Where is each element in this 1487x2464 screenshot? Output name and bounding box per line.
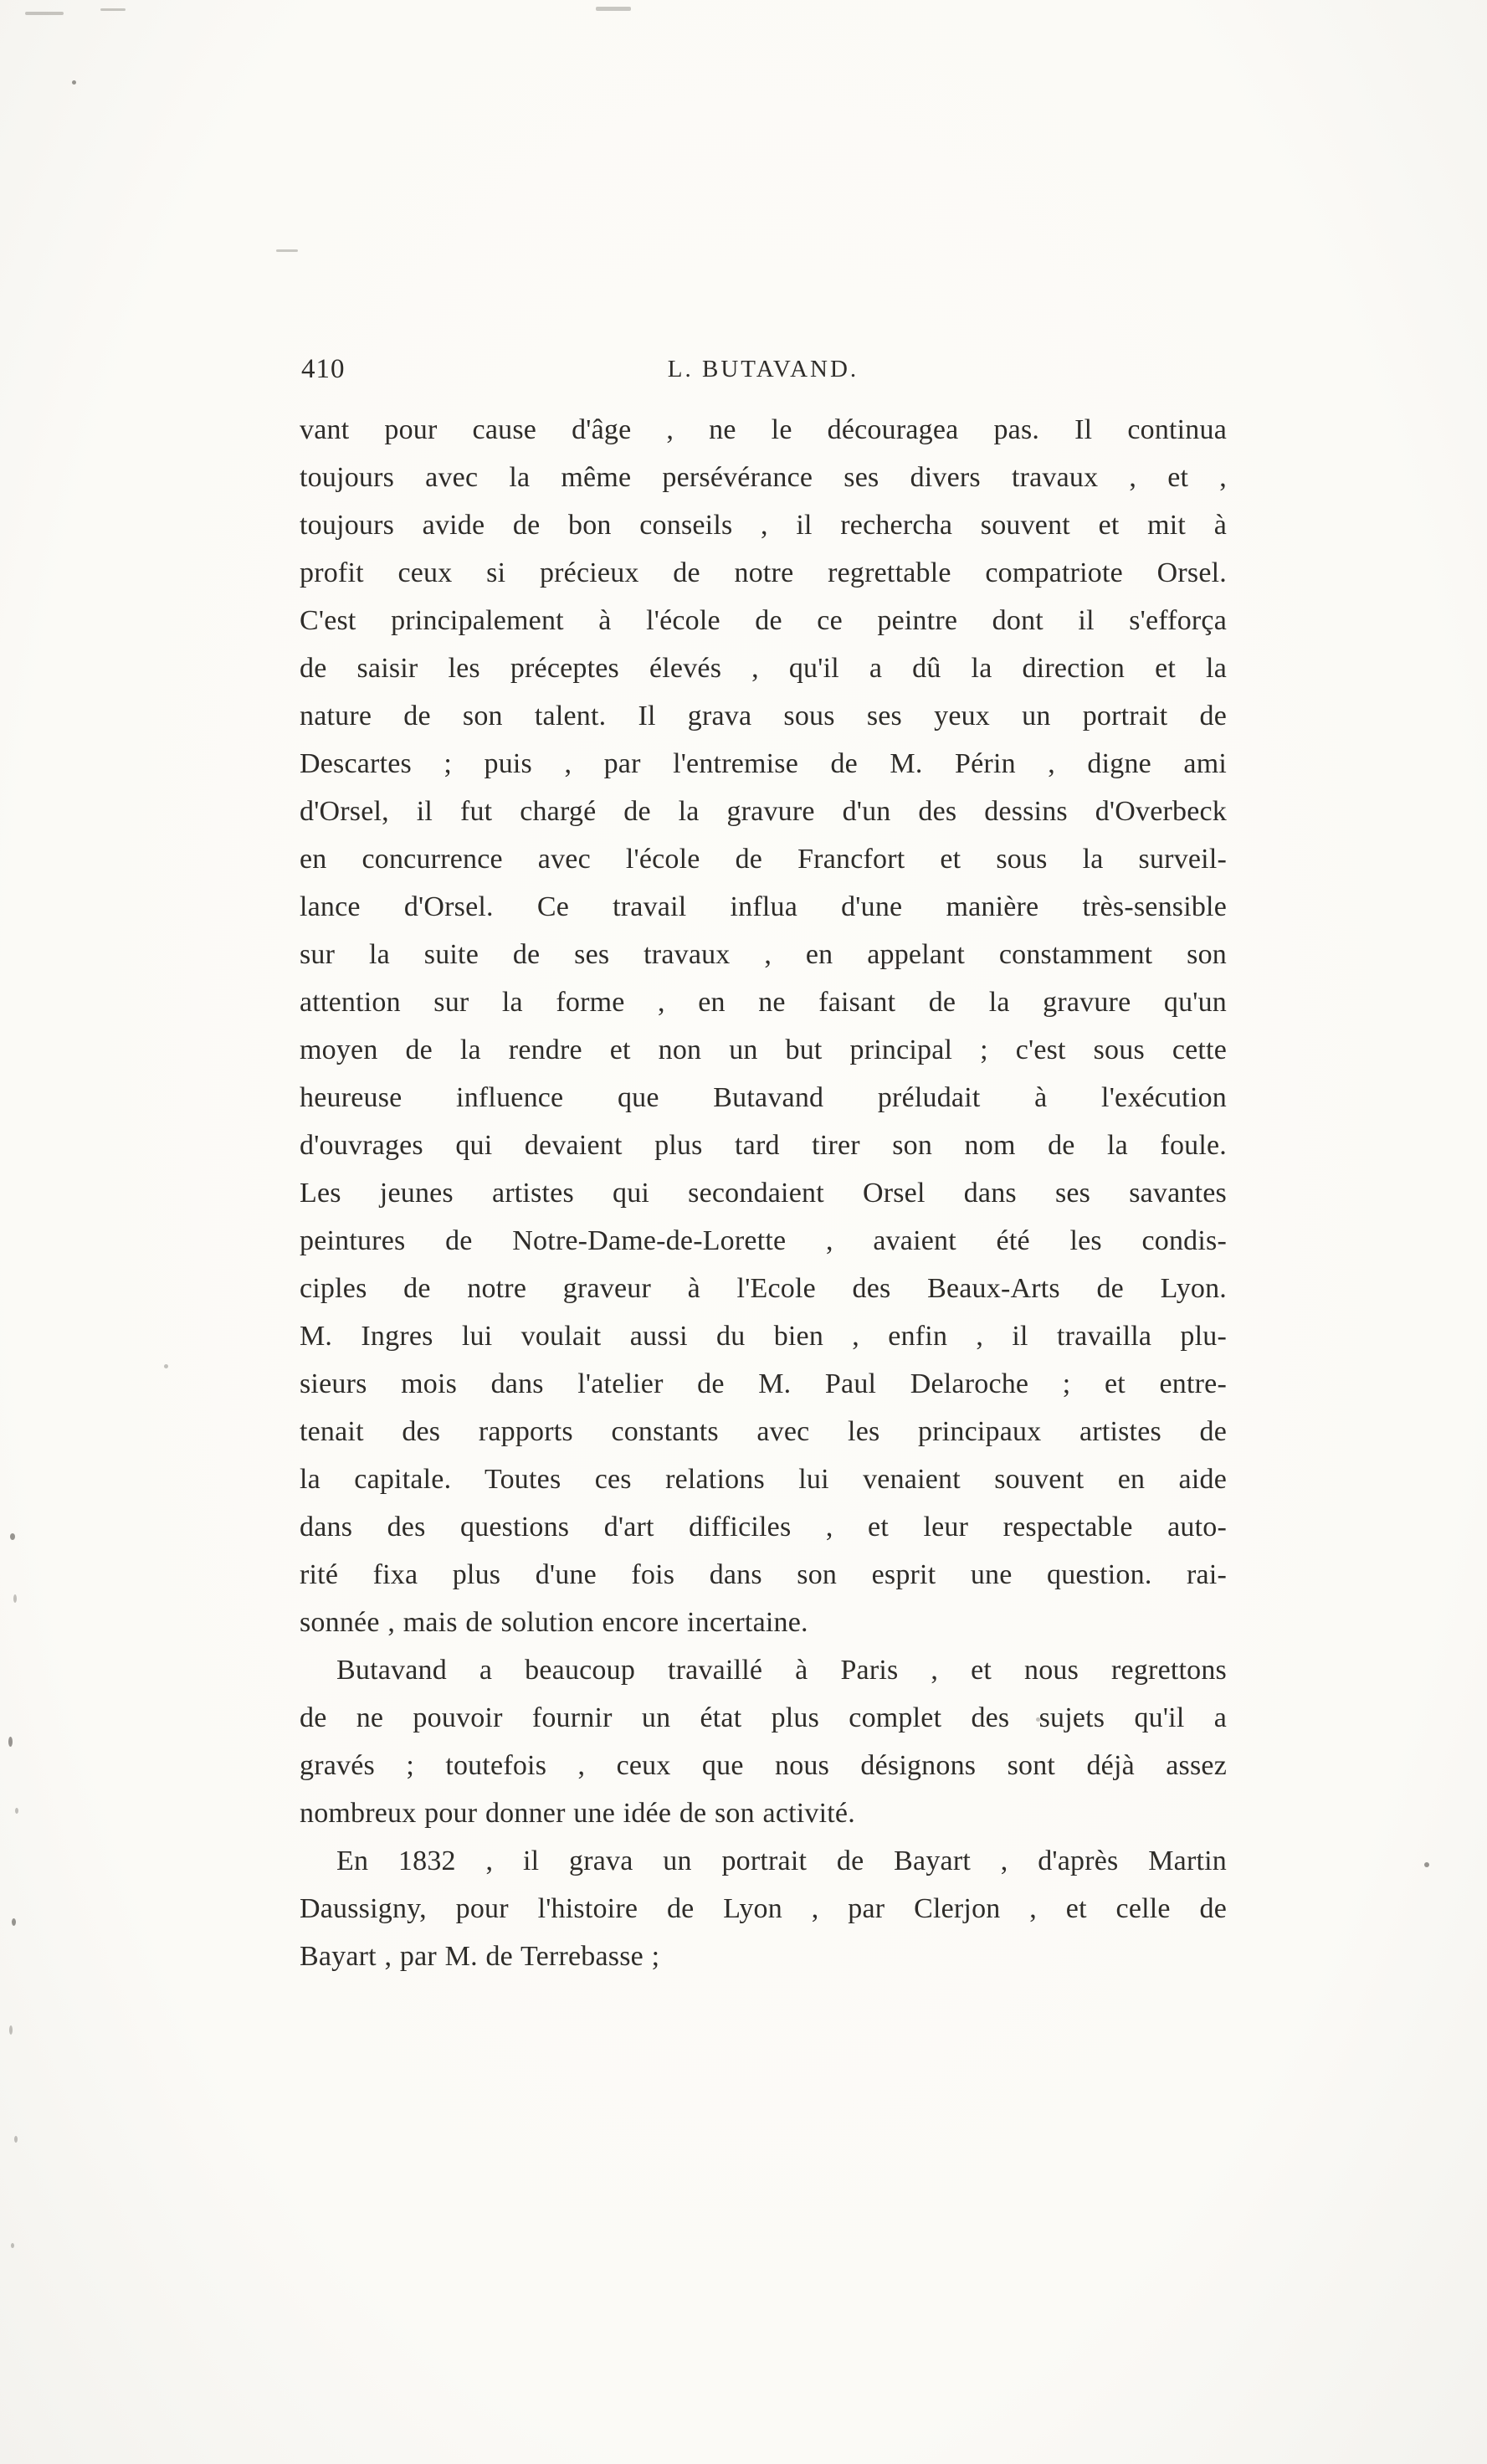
scan-speck: [11, 2243, 14, 2248]
scan-speck: [164, 1364, 168, 1368]
text-line: attention sur la forme , en ne faisant de la gravure qu'un: [300, 987, 1227, 1018]
scan-speck: [1424, 1862, 1429, 1867]
page-header: [300, 347, 1227, 406]
text-line: nature de son talent. Il grava sous ses yeux un portrait de: [300, 701, 1227, 732]
text-line: vant pour cause d'âge , ne le découragea pas. Il continua: [300, 414, 1227, 445]
text-line: sonnée , mais de solution encore incertaine.: [300, 1607, 808, 1638]
text-line: toujours avide de bon conseils , il rechercha souvent et mit à: [300, 510, 1227, 541]
text-line: profit ceux si précieux de notre regrettable compatriote Orsel.: [300, 557, 1227, 588]
text-line: rité fixa plus d'une fois dans son esprit une question. rai-: [300, 1559, 1227, 1590]
text-line: sieurs mois dans l'atelier de M. Paul Delaroche ; et entre-: [300, 1368, 1227, 1399]
text-block: [300, 406, 1227, 1980]
text-line: de saisir les préceptes élevés , qu'il a dû la direction et la: [300, 653, 1227, 684]
scan-mark: [100, 8, 126, 11]
text-line: heureuse influence que Butavand préludait à l'exécution: [300, 1082, 1227, 1113]
text-column: [300, 347, 1227, 1980]
text-line: En 1832 , il grava un portrait de Bayart , d'après Martin: [336, 1845, 1227, 1876]
text-line: moyen de la rendre et non un but principal ; c'est sous cette: [300, 1034, 1227, 1065]
text-line: C'est principalement à l'école de ce peintre dont il s'efforça: [300, 605, 1227, 636]
paragraph: [300, 1837, 1227, 1980]
text-line: M. Ingres lui voulait aussi du bien , enfin , il travailla plu-: [300, 1321, 1227, 1352]
scan-speck: [13, 1594, 17, 1603]
scan-speck: [9, 2025, 13, 2035]
text-line: gravés ; toutefois , ceux que nous désignons sont déjà assez: [300, 1750, 1227, 1781]
text-line: Daussigny, pour l'histoire de Lyon , par Clerjon , et celle de: [300, 1893, 1227, 1924]
scan-speck: [12, 1918, 16, 1926]
scan-speck: [72, 80, 76, 85]
text-line: tenait des rapports constants avec les principaux artistes de: [300, 1416, 1227, 1447]
paragraph: [300, 1646, 1227, 1837]
text-line: toujours avec la même persévérance ses divers travaux , et ,: [300, 462, 1227, 493]
text-line: d'Orsel, il fut chargé de la gravure d'un des dessins d'Overbeck: [300, 796, 1227, 827]
text-line: Descartes ; puis , par l'entremise de M. Périn , digne ami: [300, 748, 1227, 779]
scan-speck: [10, 1533, 15, 1540]
scan-mark: [25, 12, 64, 15]
running-header: L. BUTAVAND.: [667, 356, 859, 382]
paragraph: [300, 406, 1227, 1646]
scan-speck: [14, 2136, 18, 2143]
text-line: d'ouvrages qui devaient plus tard tirer son nom de la foule.: [300, 1130, 1227, 1161]
text-line: Butavand a beaucoup travaillé à Paris , et nous regrettons: [336, 1655, 1227, 1686]
text-line: peintures de Notre-Dame-de-Lorette , avaient été les condis-: [300, 1225, 1227, 1256]
text-line: de ne pouvoir fournir un état plus complet des sujets qu'il a: [300, 1702, 1227, 1733]
scan-speck: [8, 1737, 13, 1747]
page-number: 410: [301, 354, 346, 384]
scan-speck: [15, 1808, 18, 1814]
text-line: sur la suite de ses travaux , en appelant constamment son: [300, 939, 1227, 970]
text-line: la capitale. Toutes ces relations lui venaient souvent en aide: [300, 1464, 1227, 1495]
scan-speck: [1036, 1717, 1040, 1722]
text-line: nombreux pour donner une idée de son activité.: [300, 1798, 855, 1829]
text-line: ciples de notre graveur à l'Ecole des Beaux-Arts de Lyon.: [300, 1273, 1227, 1304]
text-line: lance d'Orsel. Ce travail influa d'une manière très-sensible: [300, 891, 1227, 922]
text-line: Les jeunes artistes qui secondaient Orsel dans ses savantes: [300, 1178, 1227, 1209]
scan-mark: [596, 7, 631, 11]
scan-mark: [276, 249, 298, 252]
text-line: en concurrence avec l'école de Francfort et sous la surveil-: [300, 844, 1227, 875]
text-line: Bayart , par M. de Terrebasse ;: [300, 1941, 660, 1972]
text-line: dans des questions d'art difficiles , et leur respectable auto-: [300, 1512, 1227, 1543]
